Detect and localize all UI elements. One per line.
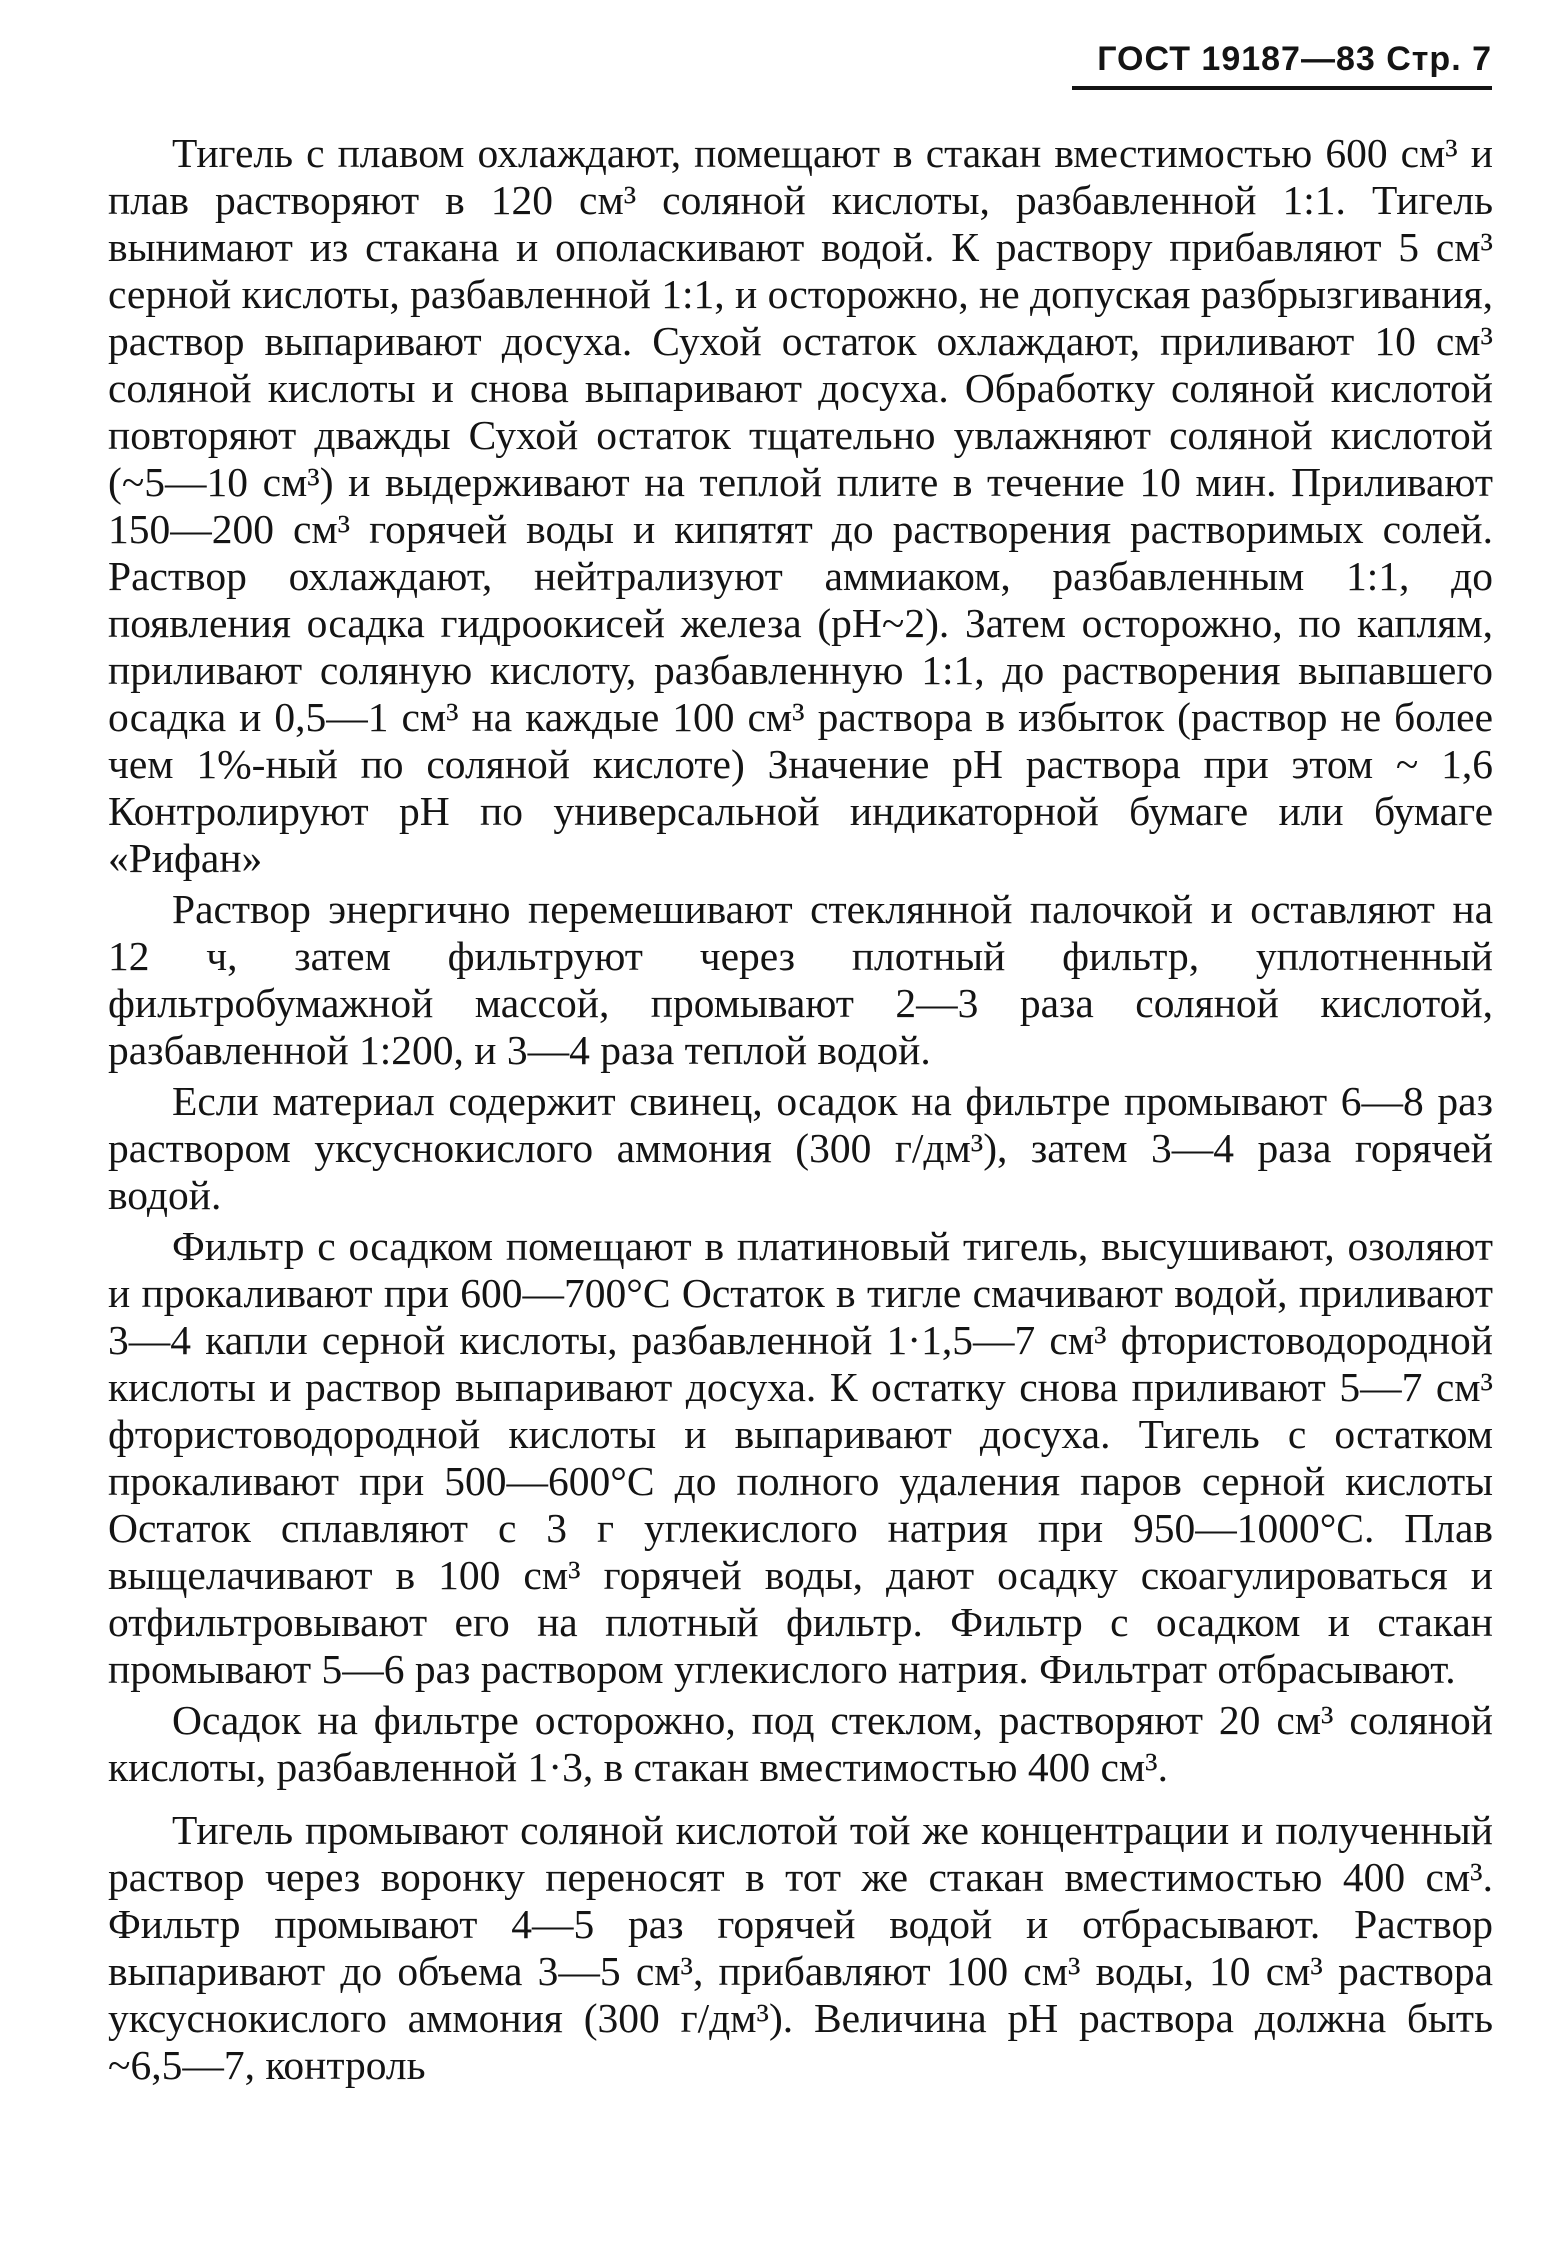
paragraph-crucible-rinse: Тигель промывают соляной кислотой той же концентрации и полученный раствор через воронку переносят в тот же стакан вместимостью 400 см³. Фильтр промывают 4—5 раз горячей водой и отбрасывают. Раствор выпаривают до объема 3—5 см³, прибавляют 100 см³ воды, 10 см³ раствора уксуснокислого аммония (300 г/дм³). Величина рН раствора должна быть ~6,5—7, контроль	[108, 1807, 1493, 2088]
paragraph-precipitate-dissolution: Осадок на фильтре осторожно, под стеклом, растворяют 20 см³ соляной кислоты, разбавленной 1·3, в стакан вместимостью 400 см³.	[108, 1697, 1493, 1790]
paragraph-calcination: Фильтр с осадком помещают в платиновый тигель, высушивают, озоляют и прокаливают при 600—700°С Остаток в тигле смачивают водой, приливают 3—4 капли серной кислоты, разбавленной 1·1,5—7 см³ фтористоводородной кислоты и раствор выпаривают досуха. К остатку снова приливают 5—7 см³ фтористоводородной кислоты и выпаривают досуха. Тигель с остатком прокаливают при 500—600°С до полного удаления паров серной кислоты Остаток сплавляют с 3 г углекислого натрия при 950—1000°С. Плав выщелачивают в 100 см³ горячей воды, дают осадку скоагулироваться и отфильтровывают его на плотный фильтр. Фильтр с осадком и стакан промывают 5—6 раз раствором углекислого натрия. Фильтрат отбрасывают.	[108, 1223, 1493, 1692]
page-header: ГОСТ 19187—83 Стр. 7	[1072, 36, 1492, 90]
paragraph-filtration: Раствор энергично перемешивают стеклянной палочкой и оставляют на 12 ч, затем фильтруют через плотный фильтр, уплотненный фильтробумажной массой, промывают 2—3 раза соляной кислотой, разбавленной 1:200, и 3—4 раза теплой водой.	[108, 886, 1493, 1073]
paragraph-melt-dissolution: Тигель с плавом охлаждают, помещают в стакан вместимостью 600 см³ и плав растворяют в 120 см³ соляной кислоты, разбавленной 1:1. Тигель вынимают из стакана и ополаскивают водой. К раствору прибавляют 5 см³ серной кислоты, разбавленной 1:1, и осторожно, не допуская разбрызгивания, раствор выпаривают досуха. Сухой остаток охлаждают, приливают 10 см³ соляной кислоты и снова выпаривают досуха. Обработку соляной кислотой повторяют дважды Сухой остаток тщательно увлажняют соляной кислотой (~5—10 см³) и выдерживают на теплой плите в течение 10 мин. Приливают 150—200 см³ горячей воды и кипятят до растворения растворимых солей. Раствор охлаждают, нейтрализуют аммиаком, разбавленным 1:1, до появления осадка гидроокисей железа (рН~2). Затем осторожно, по каплям, приливают соляную кислоту, разбавленную 1:1, до растворения выпавшего осадка и 0,5—1 см³ на каждые 100 см³ раствора в избыток (раствор не более чем 1%-ный по соляной кислоте) Значение рН раствора при этом ~ 1,6 Контролируют рН по универсальной индикаторной бумаге или бумаге «Рифан»	[108, 130, 1493, 881]
document-body	[108, 130, 1493, 2089]
paragraph-lead-washing: Если материал содержит свинец, осадок на фильтре промывают 6—8 раз раствором уксуснокислого аммония (300 г/дм³), затем 3—4 раза горячей водой.	[108, 1078, 1493, 1218]
